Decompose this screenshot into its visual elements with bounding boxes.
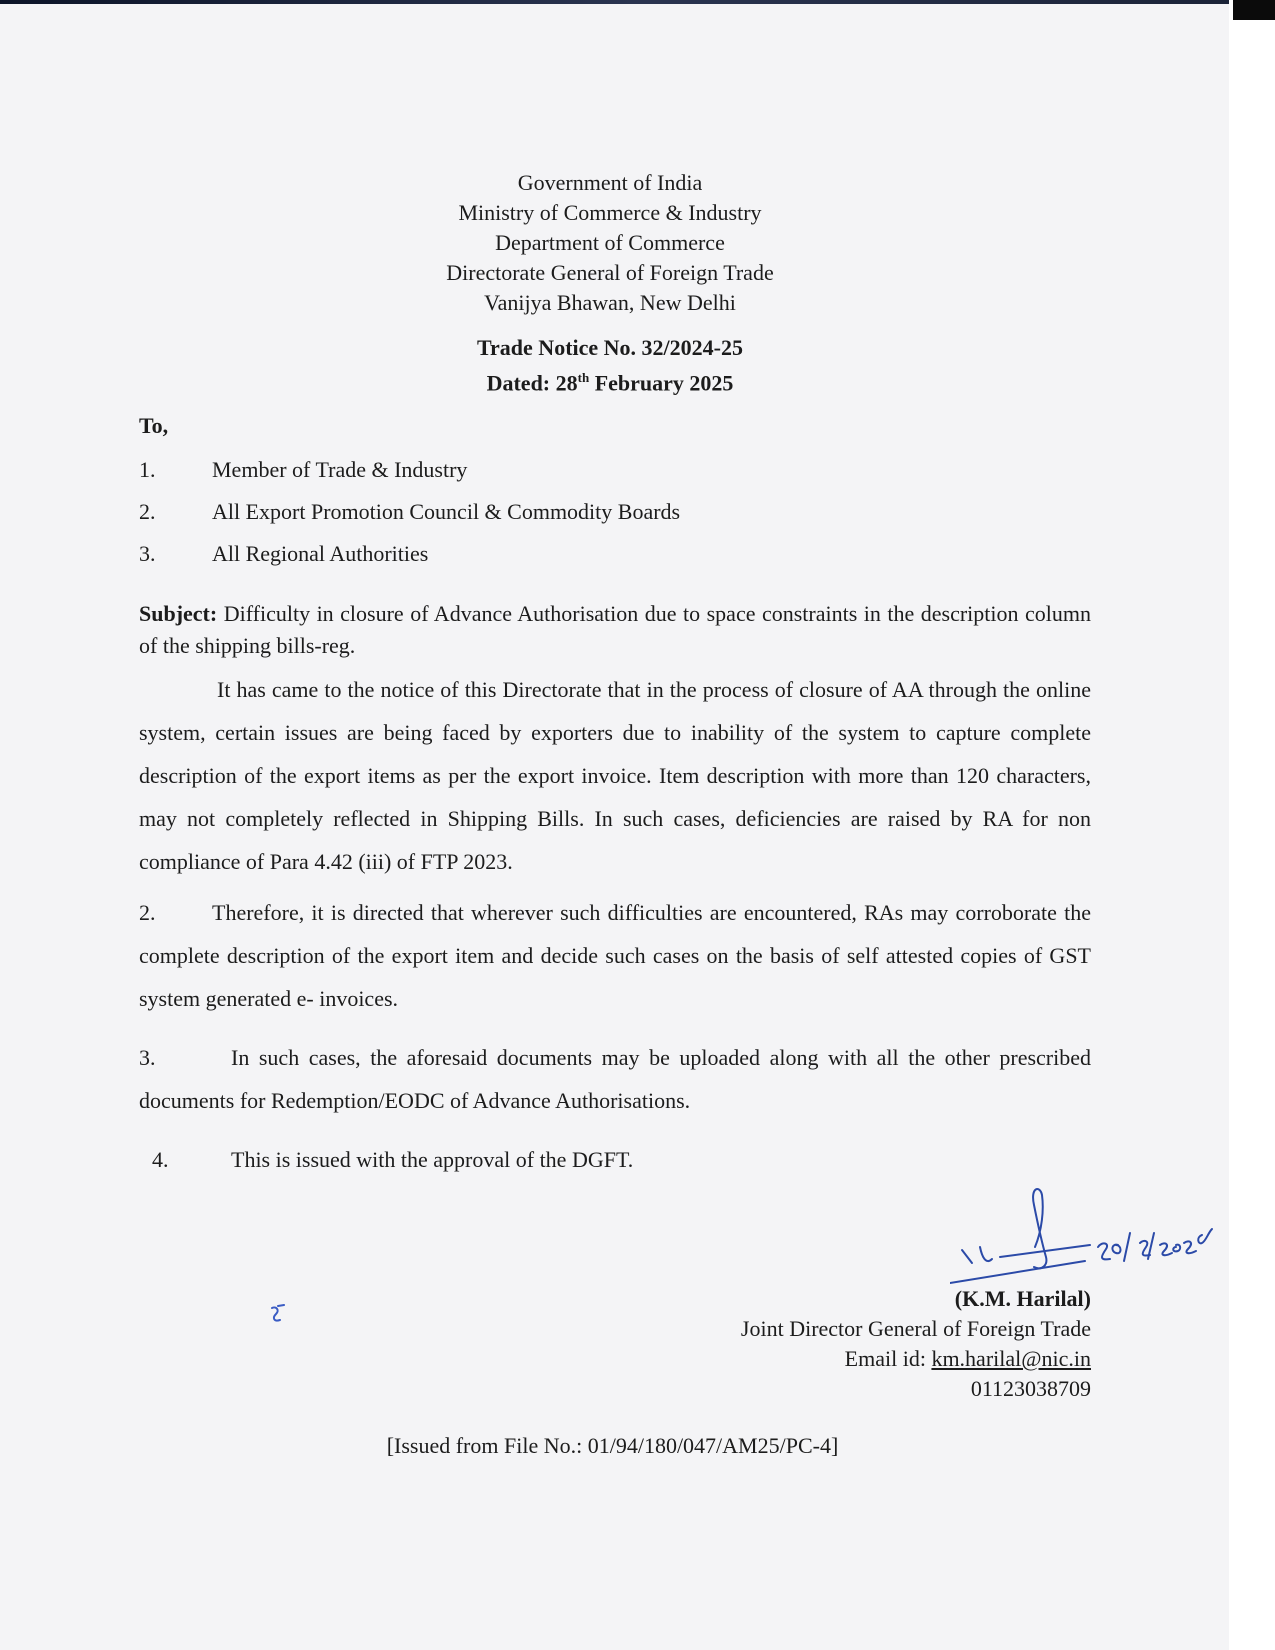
addressee-number: 3. [139,541,156,566]
signatory-phone: 01123038709 [970,1376,1091,1401]
paragraph-number: 3. [139,1045,156,1070]
addressee-item [139,457,467,483]
signatory-designation: Joint Director General of Foreign Trade [740,1316,1091,1341]
notice-date-suffix: February 2025 [589,370,734,396]
handwritten-signature [950,1185,1220,1300]
notice-heading [330,333,890,398]
subject-label: Subject: [139,601,218,626]
letterhead-government: Government of India [517,170,703,195]
email-label: Email id: [844,1346,932,1371]
signatory-email [741,1344,1091,1374]
paragraph-text: In such cases, the aforesaid documents may be uploaded along with all the other prescribed documents for Redemption/EODC of Advance Authorisations. [139,1045,1091,1113]
paragraph-text: This is issued with the approval of the DGFT. [231,1147,634,1172]
to-label: To, [139,413,169,438]
file-number: [Issued from File No.: 01/94/180/047/AM25/PC-4] [386,1433,839,1458]
notice-date-sup: th [577,370,590,385]
notice-date [330,363,890,398]
letterhead [330,168,890,318]
scan-margin [1229,0,1275,1650]
letterhead-directorate: Directorate General of Foreign Trade [446,260,774,285]
notice-date-prefix: Dated: 28 [486,370,578,396]
addressee-text: All Regional Authorities [212,541,429,566]
paragraph-2 [139,891,1091,1020]
paragraph-4 [152,1138,1104,1181]
paragraph-3 [139,1036,1091,1122]
notice-number: Trade Notice No. 32/2024-25 [477,335,743,360]
addressee-item [139,541,428,567]
addressee-text: Member of Trade & Industry [212,457,468,482]
paragraph-1 [139,668,1091,883]
paragraph-text: It has came to the notice of this Directorate that in the process of closure of AA through the online system, certain issues are being faced by exporters due to inability of the system to capture complete description of the export items as per the export invoice. Item description with more than 120 characters, may not completely reflected in Shipping Bills. In such cases, deficiencies are raised by RA for non compliance of Para 4.42 (iii) of FTP 2023. [139,677,1091,874]
letterhead-ministry: Ministry of Commerce & Industry [458,200,762,225]
subject-text: Difficulty in closure of Advance Authorisation due to space constraints in the description column of the shipping bills-reg. [139,601,1091,658]
signature-block [741,1284,1091,1404]
addressee-item [139,499,680,525]
email-link[interactable]: km.harilal@nic.in [931,1346,1091,1371]
addressee-text: All Export Promotion Council & Commodity Boards [212,499,681,524]
ink-initial-mark [268,1304,288,1326]
signatory-name: (K.M. Harilal) [954,1286,1091,1311]
addressee-number: 1. [139,457,156,482]
scan-corner-mark [1233,0,1275,20]
addressee-number: 2. [139,499,156,524]
paragraph-number: 2. [139,900,156,925]
letterhead-department: Department of Commerce [495,230,725,255]
paragraph-number: 4. [152,1147,169,1172]
subject [139,598,1091,662]
letterhead-address: Vanijya Bhawan, New Delhi [484,290,736,315]
paragraph-text: Therefore, it is directed that wherever such difficulties are encountered, RAs may corroborate the complete description of the export item and decide such cases on the basis of self attested copies of GST system generated e- invoices. [139,900,1091,1011]
